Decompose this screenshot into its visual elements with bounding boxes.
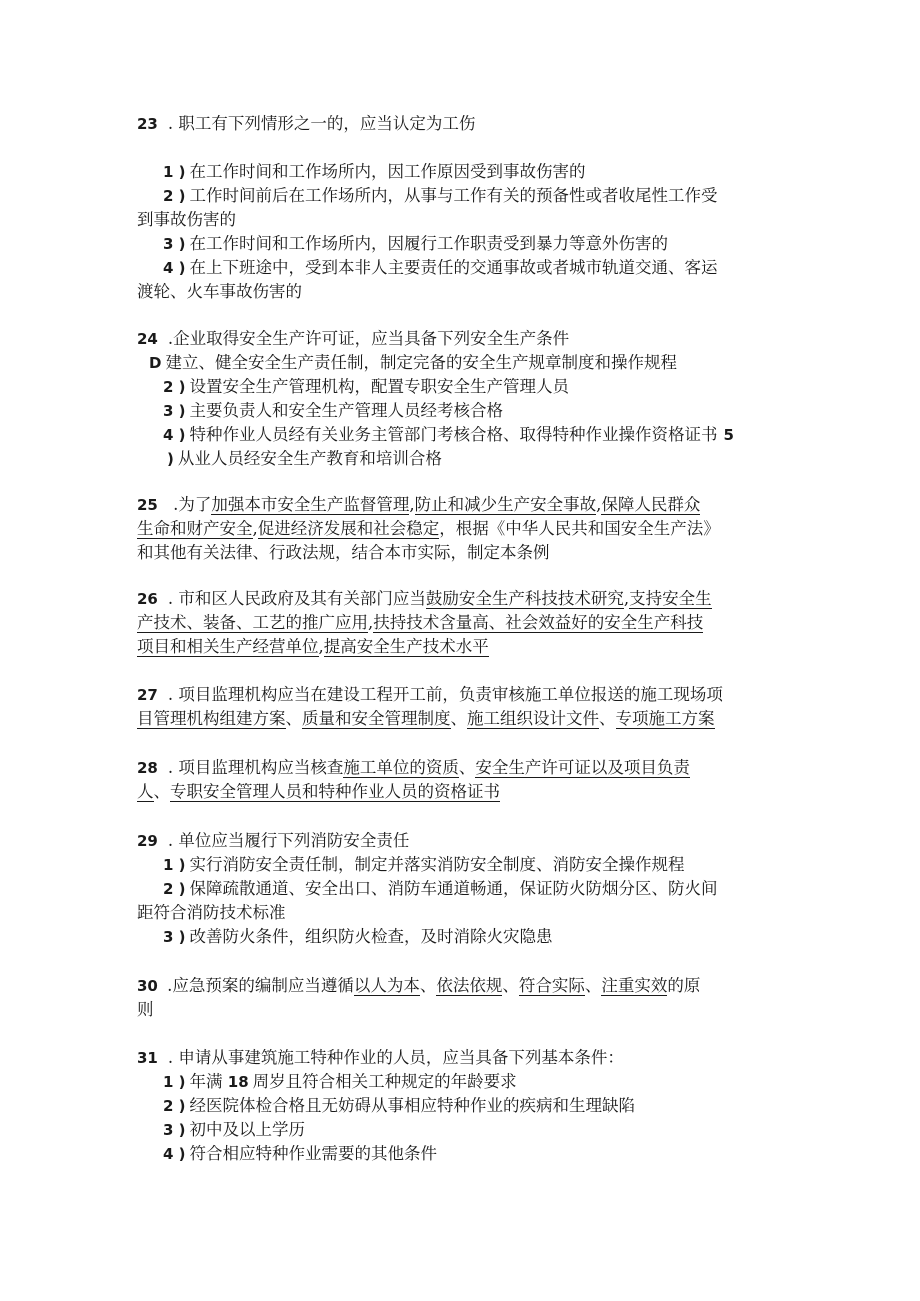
list-item: 4 ) 特种作业人员经有关业务主管部门考核合格、取得特种作业操作资格证书 5 — [163, 425, 734, 444]
question-number: 26 — [137, 590, 158, 608]
question-25: 25 .为了加强本市安全生产监督管理,防止和减少生产安全事故,保障人民群众 生命和财产安全,促进经济发展和社会稳定，根据《中华人民共和国安全生产法》 和其他有关法律、行政法规，结合本市实际，制定本条例 — [137, 495, 720, 562]
list-item: 4 ) 符合相应特种作业需要的其他条件 — [163, 1144, 438, 1163]
list-item: D 建立、健全安全生产责任制，制定完备的安全生产规章制度和操作规程 — [149, 353, 677, 372]
list-item: 3 ) 在工作时间和工作场所内，因履行工作职责受到暴力等意外伤害的 — [163, 234, 669, 253]
list-item: 2 ) 经医院体检合格且无妨碍从事相应特种作业的疾病和生理缺陷 — [163, 1096, 636, 1115]
list-item: 4 ) 在上下班途中，受到本非人主要责任的交通事故或者城市轨道交通、客运 — [163, 258, 718, 277]
question-27: 27 . 项目监理机构应当在建设工程开工前，负责审核施工单位报送的施工现场项 目管理机构组建方案、质量和安全管理制度、施工组织设计文件、专项施工方案 — [137, 685, 723, 728]
list-item-continuation: 距符合消防技术标准 — [137, 903, 286, 922]
list-item: 3 ) 改善防火条件，组织防火检查，及时消除火灾隐患 — [163, 927, 553, 946]
list-item: 3 ) 初中及以上学历 — [163, 1120, 306, 1139]
list-item: 2 ) 工作时间前后在工作场所内，从事与工作有关的预备性或者收尾性工作受 — [163, 186, 718, 205]
question-number: 24 — [137, 330, 158, 348]
question-title: .企业取得安全生产许可证，应当具备下列安全生产条件 — [167, 329, 570, 348]
question-title: . 单位应当履行下列消防安全责任 — [167, 831, 410, 850]
question-number: 29 — [137, 832, 158, 850]
question-number: 28 — [137, 759, 158, 777]
list-item: 2 ) 设置安全生产管理机构，配置专职安全生产管理人员 — [163, 377, 570, 396]
question-number: 30 — [137, 977, 158, 995]
question-28: 28 . 项目监理机构应当核查施工单位的资质、安全生产许可证以及项目负责 人、专职安全管理人员和特种作业人员的资格证书 — [137, 758, 690, 801]
question-30: 30 .应急预案的编制应当遵循以人为本、依法依规、符合实际、注重实效的原 则 — [137, 976, 701, 1019]
list-item: 1 ) 年满 18 周岁且符合相关工种规定的年龄要求 — [163, 1072, 517, 1091]
question-26: 26 . 市和区人民政府及其有关部门应当鼓励安全生产科技技术研究,支持安全生 产技术、装备、工艺的推广应用,扶持技术含量高、社会效益好的安全生产科技 项目和相关生产经营单位,提高安全生产技术水平 — [137, 589, 712, 656]
question-24 — [137, 327, 792, 471]
list-item: 1 ) 实行消防安全责任制，制定并落实消防安全制度、消防安全操作规程 — [163, 855, 685, 874]
list-item: ) 从业人员经安全生产教育和培训合格 — [167, 449, 442, 468]
question-number: 27 — [137, 686, 158, 704]
question-number: 31 — [137, 1049, 158, 1067]
question-title: . 申请从事建筑施工特种作业的人员，应当具备下列基本条件： — [167, 1048, 624, 1067]
question-title: . 职工有下列情形之一的，应当认定为工伤 — [167, 114, 476, 133]
question-number: 23 — [137, 115, 158, 133]
question-number: 25 — [137, 496, 158, 514]
question-31 — [137, 1046, 792, 1166]
list-item-continuation: 渡轮、火车事故伤害的 — [137, 282, 302, 301]
question-23 — [137, 112, 792, 304]
list-item-continuation: 到事故伤害的 — [137, 210, 236, 229]
list-item: 2 ) 保障疏散通道、安全出口、消防车通道畅通，保证防火防烟分区、防火间 — [163, 879, 718, 898]
list-item: 3 ) 主要负责人和安全生产管理人员经考核合格 — [163, 401, 504, 420]
question-29 — [137, 829, 792, 949]
list-item: 1 ) 在工作时间和工作场所内，因工作原因受到事故伤害的 — [163, 162, 586, 181]
